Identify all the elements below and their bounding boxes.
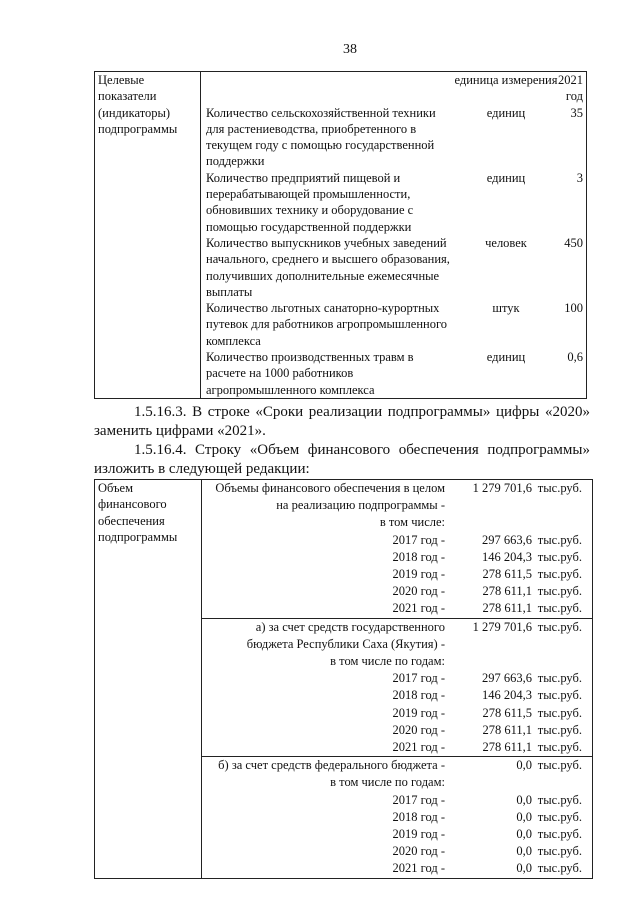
- indicator-name: Количество производственных травм в расчете на 1000 работников агропромышленного комплекса: [206, 350, 414, 397]
- finance-table: [94, 479, 593, 879]
- finance-total: 1 279 701,6: [472, 619, 532, 634]
- finance-year-row: [205, 860, 589, 877]
- indicator-value: 3: [576, 170, 583, 185]
- finance-unit: тыс.руб.: [537, 549, 582, 564]
- paragraph-1-5-16-3: [94, 403, 590, 441]
- finance-unit: тыс.руб.: [537, 861, 582, 876]
- finance-year: 2017 год -: [392, 671, 445, 686]
- indicator-name: Количество сельскохозяйственной техники для растениеводства, приобретенного в текущем году с помощью государственной поддержки: [206, 105, 436, 169]
- finance-year: 2021 год -: [392, 861, 445, 876]
- finance-year-row: [205, 826, 589, 843]
- finance-title-row: [205, 619, 589, 636]
- finance-year-value: 0,0: [516, 861, 532, 876]
- finance-unit: тыс.руб.: [537, 601, 582, 616]
- finance-title-row: [205, 636, 589, 653]
- indicator-unit: единиц: [486, 170, 526, 185]
- indicator-row: [204, 170, 583, 235]
- finance-title-row: [205, 774, 589, 791]
- finance-year-value: 0,0: [516, 809, 532, 824]
- finance-title: на реализацию подпрограммы -: [276, 498, 445, 513]
- finance-year-row: [205, 566, 589, 583]
- finance-unit: тыс.руб.: [537, 792, 582, 807]
- finance-title-row: [205, 497, 589, 514]
- indicators-content: [201, 72, 587, 399]
- finance-unit: тыс.руб.: [537, 480, 582, 495]
- finance-year-value: 0,0: [516, 827, 532, 841]
- finance-unit: тыс.руб.: [537, 827, 582, 841]
- indicator-name: Количество предприятий пищевой и перерабатывающей промышленности, обновивших технику и оборудование с помощью государственной поддержки: [206, 170, 414, 234]
- finance-title: в том числе:: [379, 515, 445, 530]
- indicator-unit: единиц: [486, 105, 526, 120]
- finance-year-value: 278 611,5: [482, 566, 532, 581]
- indicator-value: 35: [570, 105, 583, 120]
- indicator-row: [204, 235, 583, 300]
- finance-year-row: [205, 670, 589, 687]
- finance-title: а) за счет средств государственного: [255, 619, 445, 634]
- finance-year-row: [205, 687, 589, 704]
- indicator-value: 100: [564, 301, 583, 316]
- indicator-unit: штук: [492, 301, 520, 316]
- paragraph-text: 1.5.16.3. В строке «Сроки реализации подпрограммы» цифры «2020» заменить цифрами «2021».: [94, 403, 590, 439]
- finance-year-value: 297 663,6: [482, 532, 532, 547]
- finance-title-row: [205, 480, 589, 497]
- finance-year-value: 0,0: [516, 844, 532, 859]
- finance-year-value: 278 611,5: [482, 705, 532, 720]
- finance-section: [95, 479, 593, 618]
- indicator-value: 0,6: [567, 350, 583, 365]
- finance-unit: тыс.руб.: [537, 705, 582, 720]
- indicator-unit: единиц: [486, 350, 526, 365]
- indicator-value: 450: [564, 235, 583, 250]
- finance-unit: тыс.руб.: [537, 739, 582, 754]
- indicator-row: [204, 105, 583, 170]
- finance-unit: тыс.руб.: [537, 619, 582, 634]
- finance-year-value: 278 611,1: [482, 601, 532, 616]
- finance-year-value: 146 204,3: [482, 549, 532, 564]
- finance-year-row: [205, 843, 589, 860]
- finance-title-row: [205, 514, 589, 531]
- finance-year-row: [205, 549, 589, 566]
- finance-section-content: [202, 479, 593, 618]
- finance-year: 2018 год -: [392, 549, 445, 564]
- finance-year-value: 278 611,1: [482, 722, 532, 737]
- finance-unit: тыс.руб.: [537, 844, 582, 859]
- finance-year: 2020 год -: [392, 722, 445, 737]
- finance-year-value: 146 204,3: [482, 688, 532, 703]
- finance-year: 2018 год -: [392, 809, 445, 824]
- finance-title: Объемы финансового обеспечения в целом: [215, 480, 445, 495]
- finance-unit: тыс.руб.: [537, 566, 582, 581]
- indicator-unit: человек: [485, 235, 527, 250]
- indicators-table: [94, 71, 587, 399]
- paragraph-1-5-16-4: [94, 441, 590, 479]
- finance-total: 0,0: [516, 758, 532, 773]
- finance-year-row: [205, 722, 589, 739]
- finance-unit: тыс.руб.: [537, 688, 582, 703]
- finance-unit: тыс.руб.: [537, 584, 582, 599]
- finance-year-row: [205, 583, 589, 600]
- finance-title: бюджета Республики Саха (Якутия) -: [246, 636, 445, 651]
- finance-year-row: [205, 809, 589, 826]
- paragraph-text: 1.5.16.4. Строку «Объем финансового обеспечения подпрограммы» изложить в следующей редакции:: [94, 441, 590, 477]
- year-header: 2021 год: [558, 73, 583, 104]
- finance-year: 2018 год -: [392, 688, 445, 703]
- unit-header: единица измерения: [454, 73, 558, 87]
- finance-year: 2019 год -: [392, 705, 445, 720]
- finance-total: 1 279 701,6: [472, 480, 532, 495]
- finance-year-row: [205, 600, 589, 617]
- finance-unit: тыс.руб.: [537, 809, 582, 824]
- indicator-row: [204, 300, 583, 349]
- finance-year-row: [205, 792, 589, 809]
- finance-title-row: [205, 653, 589, 670]
- page-number: 38: [343, 42, 357, 57]
- finance-unit: тыс.руб.: [537, 671, 582, 686]
- finance-year: 2021 год -: [392, 601, 445, 616]
- indicator-row: [204, 349, 583, 398]
- finance-title-row: [205, 757, 589, 774]
- finance-section-content: [202, 757, 593, 878]
- finance-unit: тыс.руб.: [537, 722, 582, 737]
- finance-year: 2020 год -: [392, 584, 445, 599]
- finance-year: 2020 год -: [392, 844, 445, 859]
- finance-unit: тыс.руб.: [537, 532, 582, 547]
- finance-year: 2021 год -: [392, 739, 445, 754]
- finance-year-value: 278 611,1: [482, 739, 532, 754]
- finance-year-value: 297 663,6: [482, 671, 532, 686]
- finance-year: 2019 год -: [392, 827, 445, 841]
- indicators-header: [204, 72, 583, 105]
- finance-year: 2017 год -: [392, 792, 445, 807]
- finance-year-value: 0,0: [516, 792, 532, 807]
- indicators-label: Целевые показатели (индикаторы) подпрограммы: [95, 72, 201, 399]
- finance-year-value: 278 611,1: [482, 584, 532, 599]
- indicator-name: Количество выпускников учебных заведений начального, среднего и высшего образования, получивших дополнительные ежемесячные выплаты: [206, 235, 450, 299]
- finance-year: 2017 год -: [392, 532, 445, 547]
- finance-unit: тыс.руб.: [537, 758, 582, 773]
- finance-year-row: [205, 739, 589, 756]
- finance-label: Объем финансового обеспечения подпрограммы: [95, 479, 202, 878]
- finance-year: 2019 год -: [392, 566, 445, 581]
- finance-title: в том числе по годам:: [330, 653, 445, 668]
- finance-year-row: [205, 705, 589, 722]
- finance-title: в том числе по годам:: [330, 775, 445, 790]
- finance-year-row: [205, 532, 589, 549]
- page-body: [94, 71, 590, 879]
- indicator-name: Количество льготных санаторно-курортных путевок для работников агропромышленного комплекса: [206, 301, 448, 348]
- finance-title: б) за счет средств федерального бюджета -: [218, 758, 445, 773]
- finance-section-content: [202, 618, 593, 757]
